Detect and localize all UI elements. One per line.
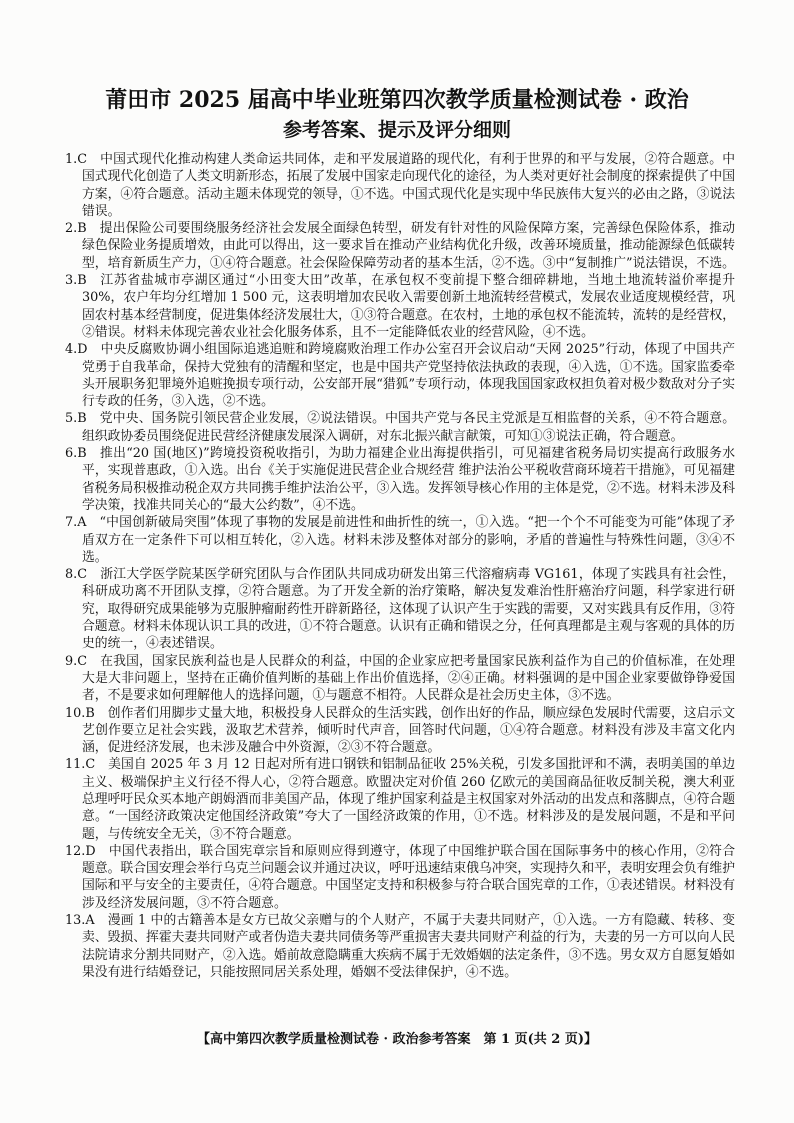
answer-explanation: 中央反腐败协调小组国际追逃追赃和跨境腐败治理工作办公室召开会议启动“天网 2025”行动，体现了中国共产党勇于自我革命，保持大党独有的清醒和坚定，也是中国共产党坚持依法执政的表现，④入选，①不选。国家监委牵头开展职务犯罪境外追赃挽损专项行动，公安部开展“猎狐”专项行动，体现我国国家政权担负着对极少数敌对分子实行专政的任务，③入选，②不选。 [82,342,735,410]
question-number: 13. [65,913,86,929]
answer-choice: A [85,913,95,929]
document-subtitle: 参考答案、提示及评分细则 [282,119,511,141]
answer-explanation: “中国创新破局突围”体现了事物的发展是前进性和曲折性的统一，①入选。“把一个个不可能变为可能”体现了矛盾双方在一定条件下可以相互转化，②入选。材料未涉及整体对部分的影响，矛盾的普遍性与特殊性问题，③④不选。 [82,515,735,565]
answer-item [65,756,735,842]
answer-explanation: 江苏省盐城市亭湖区通过“小田变大田”改革，在承包权不变前提下整合细碎耕地，当地土地流转溢价率提升 30%，农户年均分红增加 1 500 元，这表明增加农民收入需要创新土地流转经营模式，发展农业适度规模经营，巩固农村基本经营制度，促进集体经济发展壮大，①③符合题意。在农村，土地的承包权不能流转，流转的是经营权，②错误。材料未体现完善农业社会化服务体系，且不一定能降低农业的经营风险，④不选。 [82,273,735,340]
answer-explanation: 创作者们用脚步丈量大地，积极投身人民群众的生活实践，创作出好的作品，顺应绿色发展时代需要，这启示文艺创作要立足社会实践，汲取艺术营养，倾听时代声音，回答时代问题，①④符合题意。材料没有涉及丰富文化内涵，促进经济发展，也未涉及融合中外资源，②③不符合题意。 [82,705,735,756]
answer-choice: C [85,757,96,773]
answer-explanation: 中国式现代化推动构建人类命运共同体，走和平发展道路的现代化，有利于世界的和平与发展，②符合题意。中国式现代化创造了人类文明新形态，拓展了发展中国家走向现代化的途径，为人类对更好社会制度的探索提供了中国方案，④符合题意。活动主题未体现党的领导，①不选。中国式现代化是实现中华民族伟大复兴的必由之路，③说法错误。 [82,152,735,219]
answer-item [65,912,735,981]
question-number: 6. [65,446,78,462]
answer-explanation: 中国代表指出，联合国宪章宗旨和原则应得到遵守，体现了中国维护联合国在国际事务中的核心作用，②符合题意。联合国安理会举行乌克兰问题会议并通过决议，呼吁迅速结束俄乌冲突，实现持久和平，表明安理会负有维护国际和平与安全的主要责任，④符合题意。中国坚定支持和积极参与符合联合国宪章的工作，①表述错误。材料没有涉及经济发展问题，③不符合题意。 [82,843,735,911]
answer-explanation: 漫画 1 中的古籍善本是女方已故父亲赠与的个人财产，不属于夫妻共同财产，①入选。一方有隐藏、转移、变卖、毁损、挥霍夫妻共同财产或者伪造夫妻共同债务等严重损害夫妻共同财产利益的行为，夫妻的另一方可以向人民法院请求分割共同财产，②入选。婚前故意隐瞒重大疾病不属于无效婚姻的法定条件，③不选。男女双方自愿复婚如果没有进行结婚登记，只能按照同居关系处理，婚姻不受法律保护，④不选。 [82,913,735,980]
answer-choice: B [77,411,87,427]
answer-explanation: 浙江大学医学院某医学研究团队与合作团队共同成功研发出第三代溶瘤病毒 VG161，体现了实践具有社会性，科研成功离不开团队支撑，②符合题意。为了开发全新的治疗策略，解决复发难治性肝癌治疗问题，科学家进行研究，取得研究成果能够为克服肿瘤耐药性开辟新路径，这体现了认识产生于实践的需要，又对实践具有反作用，③符合题意。材料未体现认识工具的改进，①不符合题意。认识有正确和错误之分，任何真理都是主观与客观的具体的历史的统一，④表述错误。 [82,567,735,652]
answer-choice: B [77,221,87,237]
question-number: 8. [65,567,78,583]
answer-explanation: 推出“20 国(地区)”跨境投资税收指引，为助力福建企业出海提供指引，可见福建省税务局切实提高行政服务水平，实现普惠政，①入选。出台《关于实施促进民营企业合规经营 维护法治公平税收营商环境若干措施》，可见福建省税务局积极推动税企双方共同携手维护法治公平，③入选。发挥领导核心作用的主体是党，②不选。材料未涉及科学决策，找准共同关心的“最大公约数”，④不选。 [82,446,735,513]
answer-list [65,151,735,1023]
answer-item [65,220,735,272]
answer-item [65,445,735,514]
answer-choice: A [77,515,87,531]
answer-choice: B [85,705,95,721]
answer-item [65,653,735,705]
answer-choice: D [77,342,88,358]
answer-item [65,341,735,410]
answer-item [65,843,735,912]
page-footer: 【高中第四次教学质量检测试卷 · 政治参考答案 第 1 页(共 2 页)】 [196,1032,598,1047]
document-title: 莆田市 2025 届高中毕业班第四次教学质量检测试卷 · 政治 [105,87,689,113]
question-number: 1. [65,152,78,167]
answer-explanation: 党中央、国务院引领民营企业发展，②说法错误。中国共产党与各民主党派是互相监督的关系，④不符合题意。组织政协委员围绕促进民营经济健康发展深入调研，对东北振兴献言献策，可知①③说法正确，符合题意。 [82,411,735,444]
question-number: 7. [65,515,78,531]
answer-item [65,514,735,566]
question-number: 12. [65,843,86,859]
answer-explanation: 提出保险公司要围绕服务经济社会发展全面绿色转型，研发有针对性的风险保障方案，完善绿色保险体系，推动绿色保险业务提质增效，由此可以得出，这一要求旨在推动产业结构优化升级，改善环境质量，推动能源绿色低碳转型，培育新质生产力，①④符合题意。社会保险保障劳动者的基本生活，②不选。③中“复制推广”说法错误，不选。 [82,221,735,271]
answer-explanation: 美国自 2025 年 3 月 12 日起对所有进口钢铁和铝制品征收 25%关税，引发多国批评和不满，表明美国的单边主义、极端保护主义行径不得人心，②符合题意。欧盟决定对价值 260 亿欧元的美国商品征收反制关税，澳大利亚总理呼吁民众买本地产朗姆酒而非美国产品，体现了维护国家利益是主权国家对外活动的出发点和落脚点，④符合题意。“一国经济政策决定他国经济政策”夸大了一国经济政策的作用，①不选。材料涉及的是发展问题，不是和平问题，与传统安全无关，③不符合题意。 [82,757,735,842]
question-number: 9. [65,653,78,669]
question-number: 3. [65,273,78,289]
question-number: 4. [65,342,78,358]
answer-choice: B [77,446,87,462]
answer-choice: C [77,152,88,167]
answer-choice: C [77,567,88,583]
answer-choice: C [77,653,88,669]
answer-item [65,566,735,652]
question-number: 5. [65,411,78,427]
answer-item [65,272,735,341]
answer-choice: B [77,273,87,289]
question-number: 11. [65,757,86,773]
question-number: 10. [65,705,86,721]
answer-item [65,151,735,220]
answer-item [65,705,735,757]
question-number: 2. [65,221,78,237]
answer-item [65,410,735,445]
answer-explanation: 在我国，国家民族利益也是人民群众的利益，中国的企业家应把考量国家民族利益作为自己的价值标准，在处理大是大非问题上，坚持在正确价值判断的基础上作出价值选择，②④正确。材料强调的是中国企业家要做铮铮爱国者，不是要求如何理解他人的选择问题，①与题意不相符。人民群众是社会历史主体，③不选。 [82,653,735,704]
answer-choice: D [85,843,96,859]
